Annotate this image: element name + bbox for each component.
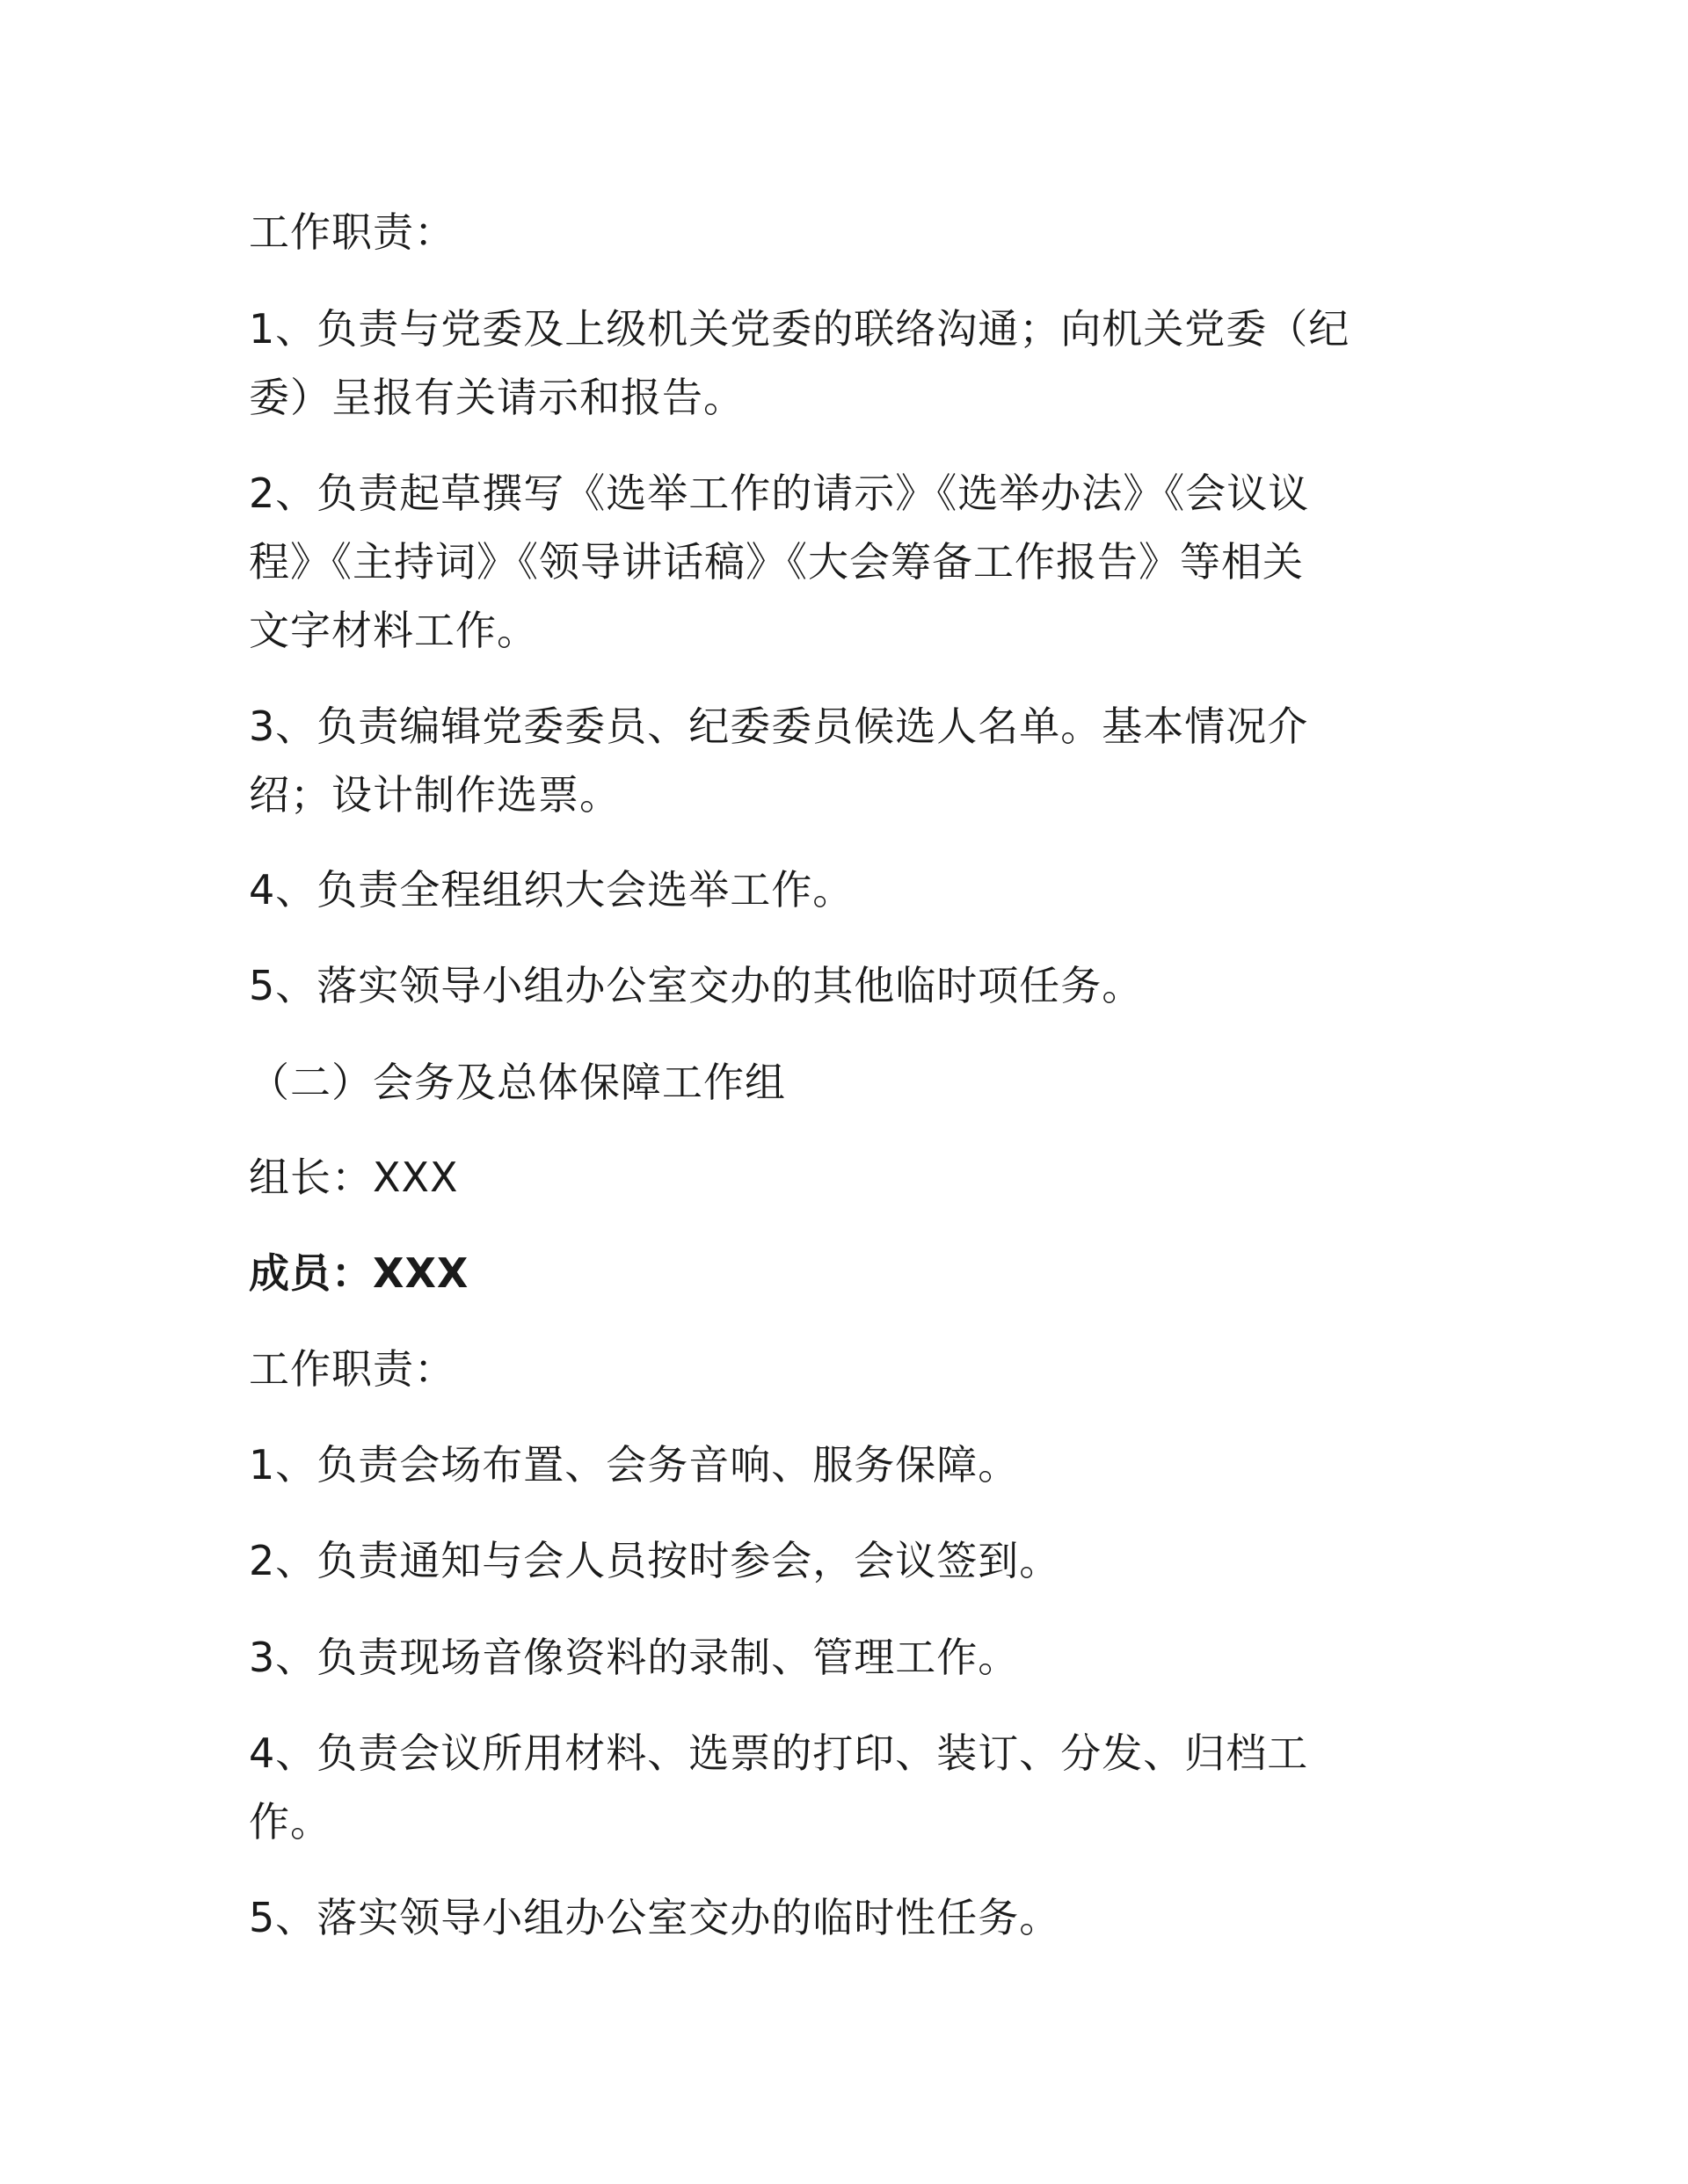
duty-item-5 bbox=[249, 951, 1444, 1020]
duty-item-4 bbox=[249, 1719, 1444, 1856]
duty-item-4 bbox=[249, 855, 1444, 924]
text-line: 文字材料工作。 bbox=[249, 607, 538, 654]
group-members bbox=[249, 1239, 1444, 1307]
text-line: 3、负责编辑党委委员、纪委委员候选人名单。基本情况介 bbox=[249, 703, 1309, 750]
section-title bbox=[249, 1048, 1444, 1117]
duty-item-1 bbox=[249, 1431, 1444, 1499]
text-line: 4、负责全程组织大会选举工作。 bbox=[249, 866, 855, 914]
text-line: 成员：XXX bbox=[249, 1249, 469, 1297]
duties-heading bbox=[249, 198, 1444, 266]
duty-item-2 bbox=[249, 459, 1444, 665]
text-line: 2、负责通知与会人员按时参会，会议签到。 bbox=[249, 1537, 1061, 1584]
duty-item-2 bbox=[249, 1526, 1444, 1595]
text-line: 1、负责会场布置、会务音响、服务保障。 bbox=[249, 1441, 1020, 1489]
text-line: 5、落实领导小组办公室交办的其他临时项任务。 bbox=[249, 962, 1144, 1009]
text-line: 委）呈报有关请示和报告。 bbox=[249, 374, 745, 421]
text-line: 作。 bbox=[249, 1798, 331, 1845]
text-line: 3、负责现场音像资料的录制、管理工作。 bbox=[249, 1634, 1020, 1681]
text-line: 工作职责： bbox=[249, 1345, 455, 1393]
text-line: 2、负责起草撰写《选举工作的请示》《选举办法》《会议议 bbox=[249, 470, 1310, 517]
group-leader bbox=[249, 1143, 1444, 1212]
duties-heading bbox=[249, 1335, 1444, 1403]
duty-item-3 bbox=[249, 1623, 1444, 1692]
duty-item-1 bbox=[249, 295, 1444, 432]
text-line: 5、落实领导小组办公室交办的临时性任务。 bbox=[249, 1894, 1061, 1941]
text-line: （二）会务及总体保障工作组 bbox=[249, 1059, 786, 1106]
duty-item-5 bbox=[249, 1883, 1444, 1952]
text-line: 4、负责会议所用材料、选票的打印、装订、分发、归档工 bbox=[249, 1729, 1309, 1777]
text-line: 程》《主持词》《领导讲话稿》《大会筹备工作报告》等相关 bbox=[249, 538, 1304, 586]
text-line: 1、负责与党委及上级机关党委的联络沟通；向机关党委（纪 bbox=[249, 305, 1350, 353]
text-line: 工作职责： bbox=[249, 208, 455, 256]
text-line: 绍；设计制作选票。 bbox=[249, 771, 621, 819]
text-line: 组长：XXX bbox=[249, 1154, 459, 1201]
duty-item-3 bbox=[249, 692, 1444, 829]
